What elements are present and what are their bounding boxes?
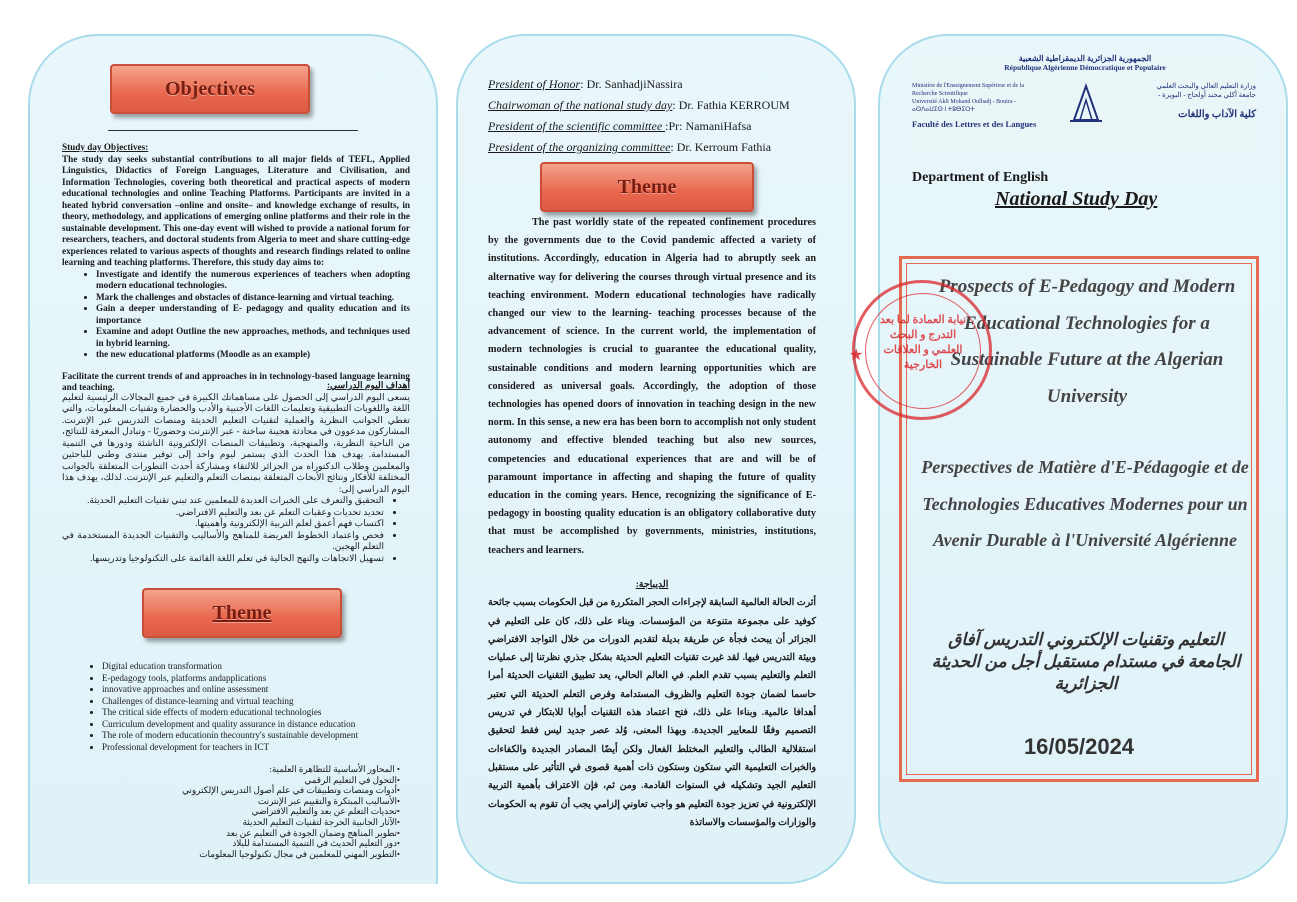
header-arabic-block [1126,82,1256,119]
committee-row: President of the organizing committee: Dr. Kerroum Fathia [488,140,772,154]
ministry-arabic: وزارة التعليم العالي والبحث العلمي [1156,82,1256,90]
arabic-preamble-block [488,576,816,832]
university-header [910,54,1260,152]
list-item: • اكتساب فهم أعمق لعلم التربية الإلكترونية وأهميتها. [62,518,384,530]
list-item: •تحديات التعلم عن بعد والتعليم الافتراضي [251,806,400,817]
themes-list [68,661,442,753]
list-item: • Examine and adopt Outline the new approaches, methods, and techniques used in hybrid learning. [96,326,410,349]
committee-row: President of Honor: Dr. SanhadjiNassira [488,77,683,91]
header-french-block [912,82,1042,128]
arabic-axes-block [180,764,400,859]
list-item: • innovative approaches and online assessment [102,684,442,696]
event-title: National Study Day [995,188,1158,210]
stamp-text: نيابة العمادة لما بعد التدرج و البحث العلمي و العلاقات الخارجية [879,314,967,371]
list-item: •الآثار الجانبية الحرجة لتقنيات التعليم الحديثة [242,816,400,827]
committee-list [488,74,838,158]
list-item: • Investigate and identify the numerous experiences of teachers when adopting modern educational technologies. [96,269,410,292]
list-item: • Curriculum development and quality assurance in distance education [102,719,442,731]
list-item: • the new educational platforms (Moodle as an example) [96,349,410,361]
objectives-intro: The study day seeks substantial contributions to all major fields of TEFL, Applied Linguistics, Didactics of Foreign Languages, Literature and Civilisation, and Information Technologies, covering both theoretical and practical aspects of modern educational technologies and online Teaching Platforms. Participants are invited in a heated hybrid conversation –online and onsite– and knowledge exchange of results, in theory, methodology, and applications of emerging online platforms and their role in the sustainable development. This one-day event will wished to provide a national forum for researchers, teachers, and doctoral students from Algeria to meet and share cutting-edge experiences related to various aspects of thoughts and research findings related to online learning and teaching platforms. Therefore, this study day aims to: [62,153,410,267]
french-title: Perspectives de Matière d'E-Pédagogie et de Technologies Educatives Modernes pour un Avenir Durable à l'Université Algérienne [921,457,1249,550]
list-item: •الأساليب المبتكرة والتقييم عبر الإنترنت [257,795,400,806]
list-item: • التحقيق والتعرف على الخبرات العديدة للمعلمين عند تبني تقنيات التعليم الحديثة. [62,495,384,507]
list-item: • E-pedagogy tools, platforms andapplications [102,673,442,685]
faculty-french: Faculté des Lettres et des Langues [912,119,1037,129]
arabic-objectives-block [62,380,410,564]
list-item: • فحص واعتماد الخطوط العريضة للمناهج والأساليب والتقنيات الجديدة المستخدمة في التعلم الهجين. [62,530,384,553]
list-item: •التطوير المهني للمعلمين في مجال تكنولوجيا المعلومات [199,848,400,859]
theme-panel [456,34,856,884]
ministry-french: Ministère de l'Enseignement Supérieur et de la Recherche Scientifique [912,83,1025,97]
role-label: President of Honor [488,77,581,91]
republic-arabic: الجمهورية الجزائرية الديمقراطية الشعبية [1018,54,1152,63]
event-date: 16/05/2024 [1023,734,1135,759]
arabic-preamble-heading: الديباجة: [635,580,669,590]
role-label: Chairwoman of the national study day [488,98,673,112]
list-item: • The critical side effects of modern educational technologies [102,707,442,719]
list-item: •دور التعليم الحديث في التنمية المستدامة للبلاد [232,838,400,849]
person-name: Dr. Kerroum Fathia [676,140,772,154]
university-french: Université Akli Mohand Oulhadj - Bouira - [912,99,1016,105]
person-name: Dr. SanhadjiNassira [586,77,683,91]
list-item: •تطوير المناهج وضمان الجودة في التعليم عن بعد [226,827,400,838]
person-name: :Pr: NamaniHafsa [665,119,752,133]
list-item: • Challenges of distance-learning and virtual teaching [102,696,442,708]
objectives-text-block [62,142,410,394]
english-title: Prospects of E-Pedagogy and Modern Educational Technologies for a Sustainable Future at the Algerian University [938,276,1236,407]
republic-french: République Algérienne Démocratique et Populaire [1004,63,1166,72]
list-item: • تسهيل الاتجاهات والنهج الحالية في تعلم اللغة القائمة على التكنولوجيا وتدريسها. [62,553,384,565]
role-label: President of the organizing committee [488,140,671,154]
official-stamp [849,280,992,420]
star-icon: ★ [849,347,864,364]
theme-text: The past worldly state of the repeated confinement procedures by the governments due to the Covid pandemic affected a variety of institutions. Accordingly, education in Algeria had to abruptly seek an alternative way for delivering the courses through virtual presence and its teaching environment. Modern educational technologies have radically changed our view to the learning- teaching processes because of the advancement of science. In the current world, the implementation of modern technologies is crucial to guarantee the educational quality, sustainable conditions and modern learning opportunities which are considered as universal goals. Accordingly, the adoption of those technologies has opened doors of innovation in teaching design in the new norm. In this sense, a new era has been born to accomplish not only student autonomy and effective blended teaching but also new sources, competencies and educational experiences that are and will be of paramount importance in affecting and shaping the future of quality education in the coming years. Hence, recognizing the significance of E-pedagogy in boosting quality education is an obligatory collaborative duty that must be accomplished by governments, ministries, institutions, teachers and learners. [488,217,816,556]
arabic-axes-heading: • المحاور الأساسية للتظاهرة العلمية: [269,764,400,774]
university-tifinagh: ⴰⵙⴷⴰⵡⵉⵙ ⵏ ⵜⵓⴱⵉⵔⵜ [912,107,976,113]
list-item: • تحديد تحديات وعقبات التعلم عن بعد والتعليم الافتراضي. [62,507,384,519]
arabic-intro: يسعى اليوم الدراسي إلى الحصول على مساهماتك الكبيرة في جميع المجالات الرئيسية لتعليم اللغة واللغويات التطبيقية وتعليمات اللغات الأجنبية والأدب والحضارة وتقنيات المعلومات، والتي تغطي الجوانب النظرية والعملية لتقنيات التعليم الحديثة ومنصات التدريس عبر الإنترنت. المشاركون مدعوون في محادثة هجينة ساخنة - عبر الإنترنت وحضوريًا - وتبادل المعرفة للنتائج، من الناحية النظرية، والمنهجية، وتطبيقات المنصات الإلكترونية الناشئة ودورها في التنمية المستدامة. يهدف هذا الحدث الذي يستمر ليوم واحد إلى توفير منتدى وطني للباحثين والمعلمين وطلاب الدكتوراه من الجزائر للالتقاء ومشاركة أحدث التطورات المتعلقة بالجوانب المختلفة للأفكار ونتائج الأبحاث المتعلقة بمنصات التعلم والتعليم عبر الإنترنت. لذلك، يهدف هذا اليوم الدراسي إلى: [62,391,410,494]
arabic-objectives-heading: أهداف اليوم الدراسي: [326,380,410,390]
department-label: Department of English [912,170,1049,185]
list-item: • The role of modern educationin thecountry's sustainable development [102,730,442,742]
person-name: Dr. Fathia KERROUM [678,98,790,112]
facilitate-text: Facilitate the current trends of and approaches in in technology-based language learning and teaching. [62,370,410,392]
role-label: President of the scientific committee [488,119,666,133]
theme-banner: Theme [142,588,342,638]
list-item: •التحول في التعليم الرقمي [304,774,400,785]
committee-row: Chairwoman of the national study day: Dr. Fathia KERROUM [488,98,790,112]
committee-row [488,116,838,137]
study-day-objectives-heading: Study day Objectives: [62,142,149,152]
objectives-panel [28,34,438,884]
objectives-list [62,269,410,361]
theme-banner: Theme [540,162,754,212]
university-arabic: جامعة أكلي محند أولحاج - البويرة - [1158,91,1256,99]
university-logo [1068,82,1104,124]
list-item: • Digital education transformation [102,661,442,673]
list-item: • Professional development for teachers in ICT [102,742,442,754]
objectives-banner: Objectives [110,64,310,114]
arabic-objectives-list [62,495,410,564]
faculty-arabic: كلية الآداب واللغات [1178,109,1256,120]
cover-panel [849,34,1288,884]
arabic-title: التعليم وتقنيات الإلكتروني التدريس آفاق الجامعة في مستدام مستقبل أجل من الحديثة الجزائرية [931,630,1241,693]
arabic-preamble: أثرت الحالة العالمية السابقة لإجراءات الحجر المتكررة من قبل الحكومات بسبب جائحة كوفيد على مجموعة متنوعة من المؤسسات. وبناء على ذلك، كان على التعليم في الجزائر أن يبحث فجأة عن طريقة بديلة لتقديم الدورات من خلال التواجد الافتراضي وبيئة التدريس فيها. لقد غيرت تقنيات التعليم الحديثة بشكل جذري نظرتنا إلى عمليات التعلم والتعليم بسبب تقدم العلم. في العالم الحالي، يعد تطبيق التقنيات الحديثة أمرا حاسما لضمان جودة التعليم والظروف المستدامة وفرص التعلم الحديثة التي تعتبر أهدافا عالمية. وبناءا على ذلك، فتح اعتماد هذه التقنيات أبوابا للابتكار في تدريس التصميم وفقًا للمعايير الجديدة. وبهذا المعنى، وُلد عصر جديد ليس فقط لتحقيق استقلالية الطالب والتعليم المختلط الفعال ولكن أيضًا المصادر الجديدة والكفاءات والخبرات التعليمية التي ستكون وستكون ذات أهمية قصوى في التأثير على مستقبل التعليم الجيد وتشكيله في السنوات القادمة. ومن ثم، فإن الاعتراف بأهمية التربية الإلكترونية في تعزيز جودة التعليم هو واجب تعاوني إلزامي يجب أن تقوم به الحكومات والوزارات والمؤسسات والاساتذة [488,598,816,828]
list-item: •أدوات ومنصات وتطبيقات في علم أصول التدريس الإلكتروني [182,785,400,796]
list-item: • Gain a deeper understanding of E- pedagogy and quality education and its importance [96,303,410,326]
list-item: • Mark the challenges and obstacles of distance-learning and virtual teaching. [96,292,410,304]
divider [108,130,358,131]
